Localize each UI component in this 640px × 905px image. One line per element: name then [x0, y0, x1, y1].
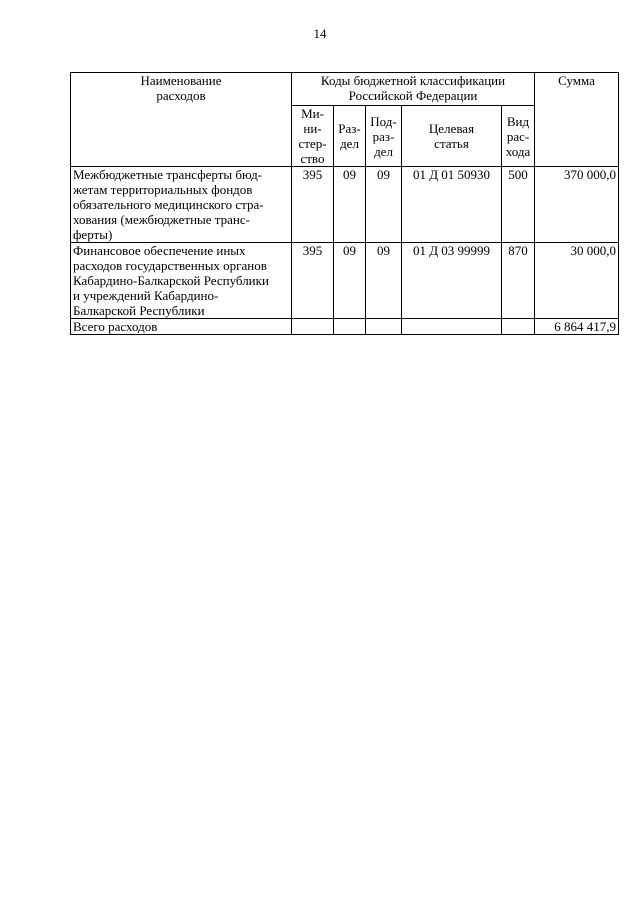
header-target-item: Целевая статья [402, 106, 502, 167]
header-codes-group: Коды бюджетной классификации Российской Федерации [292, 73, 535, 106]
total-empty-cell [334, 319, 366, 335]
total-label: Всего расходов [71, 319, 292, 335]
table-row [71, 167, 619, 243]
header-section: Раз- дел [334, 106, 366, 167]
cell-section: 09 [334, 167, 366, 243]
header-name: Наименование расходов [71, 73, 292, 167]
cell-sum: 370 000,0 [535, 167, 619, 243]
page-number: 14 [313, 26, 327, 41]
cell-subsection: 09 [366, 167, 402, 243]
cell-target-item: 01 Д 01 50930 [402, 167, 502, 243]
cell-name: Финансовое обеспечение иных расходов государственных органов Кабардино-Балкарской Республики и учреждений Кабардино- Балкарской Республики [71, 243, 292, 319]
cell-section: 09 [334, 243, 366, 319]
total-empty-cell [502, 319, 535, 335]
cell-expense-type: 500 [502, 167, 535, 243]
table-row [71, 243, 619, 319]
header-row-top [71, 73, 619, 106]
total-empty-cell [402, 319, 502, 335]
cell-sum: 30 000,0 [535, 243, 619, 319]
total-empty-cell [292, 319, 334, 335]
header-subsection: Под- раз- дел [366, 106, 402, 167]
cell-subsection: 09 [366, 243, 402, 319]
total-row [71, 319, 619, 335]
total-empty-cell [366, 319, 402, 335]
cell-ministry: 395 [292, 167, 334, 243]
budget-expenses-table [70, 72, 619, 335]
cell-name: Межбюджетные трансферты бюд- жетам территориальных фондов обязательного медицинского стра- хования (межбюджетные транс- ферты) [71, 167, 292, 243]
header-ministry: Ми- ни- стер- ство [292, 106, 334, 167]
cell-target-item: 01 Д 03 99999 [402, 243, 502, 319]
total-sum: 6 864 417,9 [535, 319, 619, 335]
header-sum: Сумма [535, 73, 619, 167]
cell-expense-type: 870 [502, 243, 535, 319]
header-expense-type: Вид рас- хода [502, 106, 535, 167]
cell-ministry: 395 [292, 243, 334, 319]
